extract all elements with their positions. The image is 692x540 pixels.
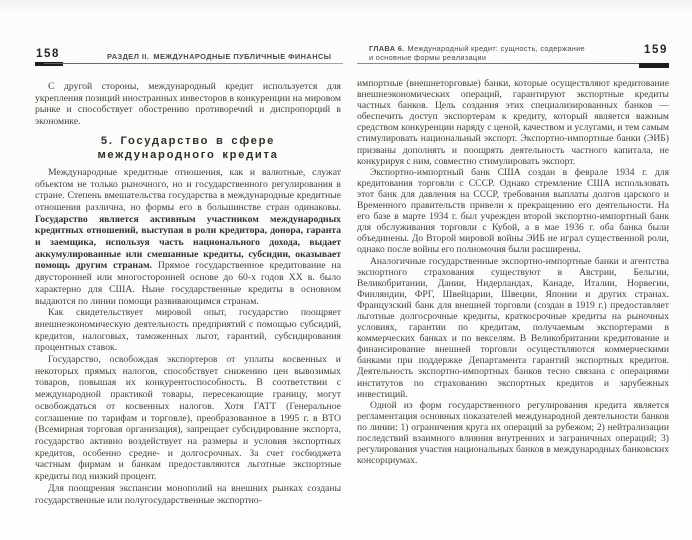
left-page: [35, 48, 341, 506]
right-page-number-bar: [639, 63, 669, 68]
right-header-rule: [357, 63, 647, 64]
right-running-header-line2: и основные формы реализации: [369, 52, 487, 62]
paragraph-other-countries: Аналогичные государственные экспортно-импортные банки и агентства экспортного страхования существуют в Австрии, Бельгии, Великобритании, Дании, Нидерландах, Канаде, Италии, Норвегии, Финляндии, ФРГ, Швейцарии, Швеции, Японии и других странах. Французский банк для внешней торговли (создан в 1919 г.) предоставляет льготные долгосрочные кредиты, краткосрочные кредиты на рыночных условиях, гарантии по кредитам, получаемым экспортерами в коммерческих банках и по векселям. В Великобритании кредитование и финансирование внешней торговли осуществляются коммерческими банками при поддержке Департамента гарантий экспортных кредитов. Деятельность экспортно-импортных банков тесно связана с операциями институтов по страхованию экспортных кредитов и зарубежных инвестиций.: [357, 255, 669, 400]
left-page-number: 158: [36, 48, 60, 60]
left-running-header: [107, 52, 331, 61]
paragraph-world-experience: Как свидетельствует мировой опыт, государство поощряет внешнеэкономическую деятельность предприятий с помощью субсидий, кредитов, налоговых, таможенных льгот, гарантий, субсидирования процентных ставок.: [35, 307, 341, 354]
paragraph-intro: С другой стороны, международный кредит используется для укрепления позиций иностранных инвесторов в конкуренции на мировом рынке и способствует обострению противоречий и диспропорций в экономике.: [35, 81, 341, 128]
paragraph-state-role-bold: Государство является активным участником международных кредитных отношений, выступая в роли кредитора, донора, гаранта и заемщика, используя часть национального дохода, выдает аккумулированные или смешанные кредиты, субсидии, оказывает помощь другим странам.: [35, 213, 341, 272]
right-page-number: 159: [644, 44, 668, 56]
paragraph-tax-exemption: Государство, освобождая экспортеров от уплаты косвенных и некоторых прямых налогов, способствует снижению цен вывозимых товаров, повышая их конкурентоспособность. В соответствии с международной практикой товары, пересекающие границу, могут освобождаться от косвенных налогов. Хотя ГАТТ (Генеральное соглашение по тарифам и торговле), преобразованное в 1995 г. в ВТО (Всемирная торговая организация), запрещает субсидирование экспорта, государство активно воздействует на размеры и условия экспортных кредитов, особенно средне- и долгосрочных. За счет госбюджета частным фирмам и банкам предоставляются льготные экспортные кредиты под низкий процент.: [35, 354, 341, 483]
left-running-header-title: МЕЖДУНАРОДНЫЕ ПУБЛИЧНЫЕ ФИНАНСЫ: [153, 52, 332, 61]
paragraph-eximbank-usa: Экспортно-импортный банк США создан в феврале 1934 г. для кредитования торговли с СССР. Однако стремление США использовать этот банк для давления на СССР, требования выплаты долгов царского и Временного правительств привели к прекращению его деятельности. На его базе в марте 1934 г. был учрежден второй экспортно-импортный банк для обслуживания торговли с Кубой, а в мае 1936 г. оба банка были объединены. До Второй мировой войны ЭИБ не играл существенной роли, однако после войны его полномочия были расширены.: [357, 166, 669, 256]
right-page-body: [357, 78, 669, 466]
right-page: [357, 44, 669, 466]
section-heading-line2: международного кредита: [97, 148, 279, 161]
paragraph-state-role-lead: Международные кредитные отношения, как и валютные, служат объектом не только рыночного, но и государственного регулирования в стране. Степень вмешательства государства в международные кредитные отношения различна, но формы его в большинстве стран одинаковы.: [35, 166, 341, 213]
paragraph-regulation-forms: Одной из форм государственного регулирования кредита является регламентация основных показателей международной деятельности банков по линии: 1) ограничения круга их операций за рубежом; 2) нейтрализации последствий взаимного влияния внутренних и заграничных операций; 3) регулирования участия национальных банков в международных банковских консорциумах.: [357, 399, 669, 467]
paragraph-state-role: [35, 167, 341, 307]
right-running-header-chapter-label: ГЛАВА 6.: [369, 44, 405, 53]
right-running-header-title-line1: Международный кредит: сущность, содержание: [407, 44, 585, 53]
section-heading: [35, 134, 341, 162]
paragraph-state-role-tail: Прямое государственное кредитование на двусторонней или многосторонней основе до 60-х годов XX в. было характерно для США. Ныне государственные кредиты в основном выдаются по линии помощи развивающимся странам.: [35, 260, 341, 307]
left-page-body: [35, 81, 341, 506]
left-header-rule: [44, 63, 343, 64]
right-page-header: [357, 44, 669, 68]
right-running-header: [369, 45, 585, 63]
section-heading-line1: 5. Государство в сфере: [100, 134, 276, 147]
paragraph-expansion: Для поощрения экспансии монополий на внешних рынках созданы государственные или полугосударственные экспортно-: [35, 482, 341, 506]
left-running-header-section-label: РАЗДЕЛ II.: [107, 52, 150, 61]
paragraph-import-banks: импортные (внешнеторговые) банки, которые осуществляют кредитование внешнеэкономических операций, гарантируют экспортные кредиты частных банков. Цель создания этих специализированных банков — обеспечить доступ экспортерам к кредиту, который является важным средством конкуренции наряду с ценой, качеством и услугами, и тем самым стимулировать национальный экспорт. Экспортно-импортные банки (ЭИБ) призваны дополнять и поощрять деятельность частного капитала, не конкурируя с ним, совместно стимулировать экспорт.: [357, 78, 669, 167]
left-page-header: [35, 48, 341, 68]
